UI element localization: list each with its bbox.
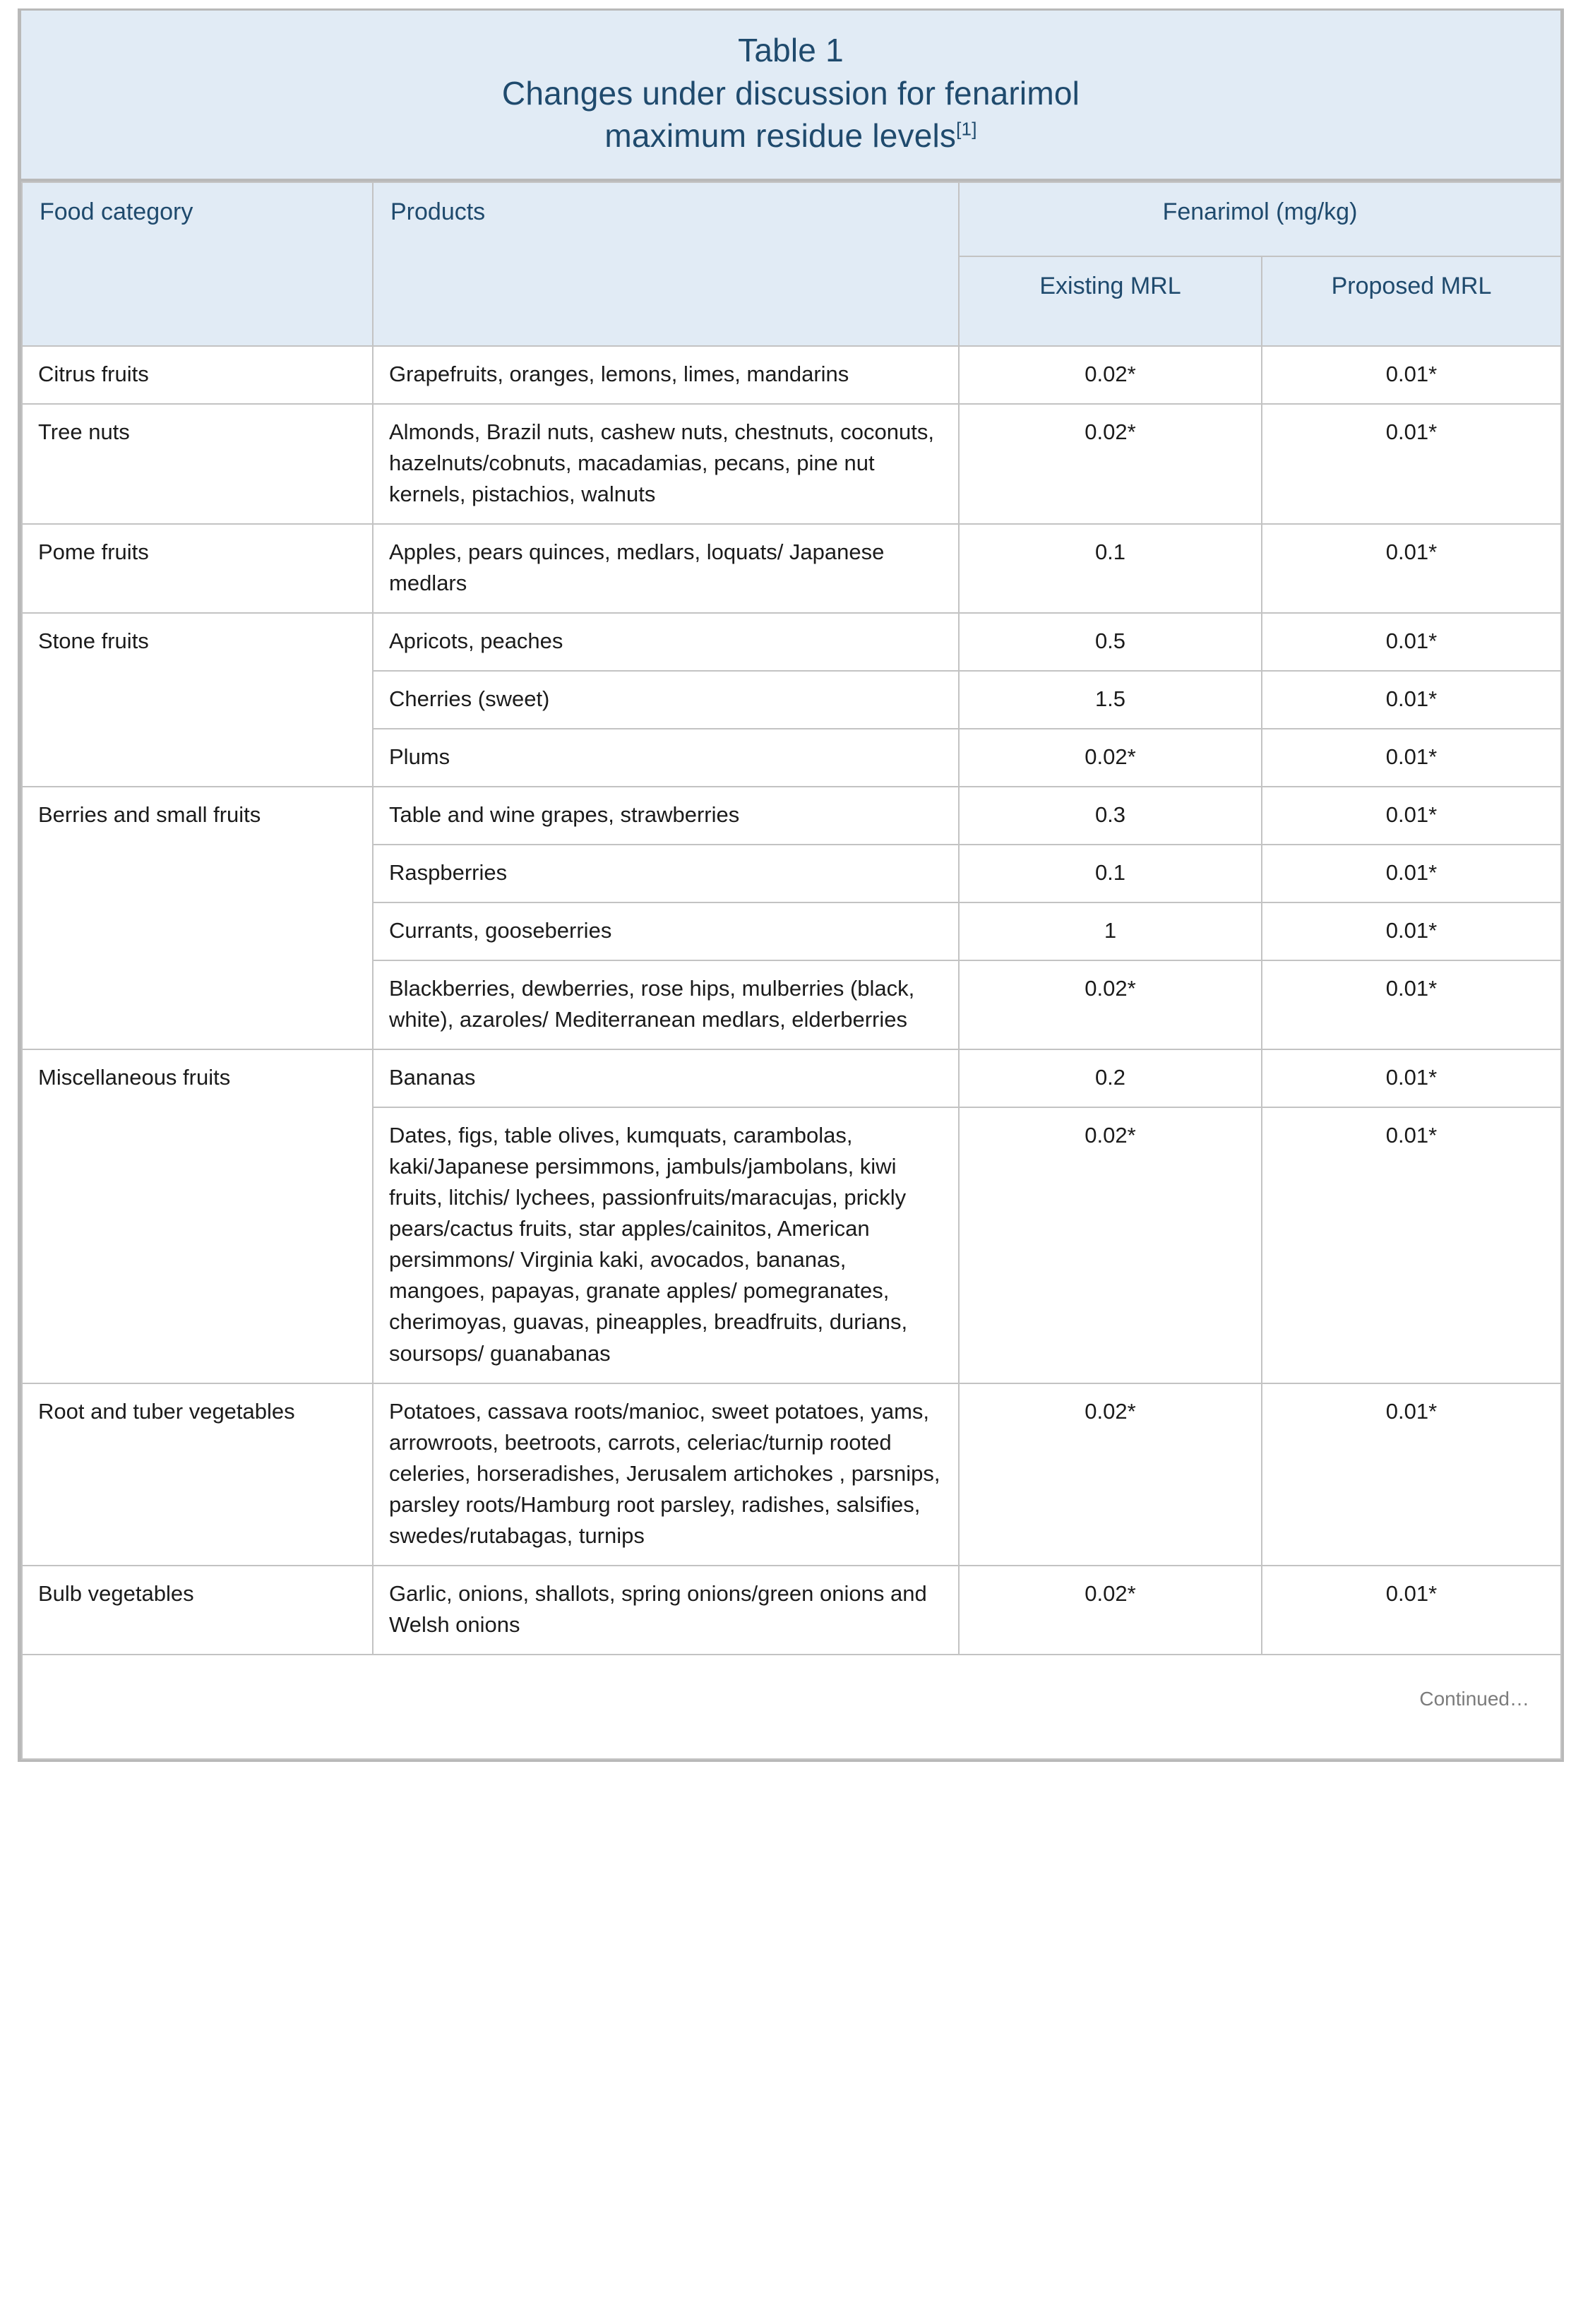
- cell-products: Bananas: [373, 1049, 959, 1107]
- table-body: [22, 346, 1561, 1654]
- table-foot: [22, 1655, 1561, 1759]
- reference-superscript: [1]: [956, 119, 977, 141]
- column-header-proposed-mrl: Proposed MRL: [1262, 256, 1561, 346]
- column-header-products: Products: [373, 182, 959, 346]
- table-row: [22, 1566, 1561, 1655]
- cell-products: Garlic, onions, shallots, spring onions/green onions and Welsh onions: [373, 1566, 959, 1655]
- cell-products: Raspberries: [373, 845, 959, 902]
- cell-products: Table and wine grapes, strawberries: [373, 787, 959, 845]
- cell-products: Grapefruits, oranges, lemons, limes, mandarins: [373, 346, 959, 404]
- column-header-food-category: Food category: [22, 182, 373, 346]
- cell-existing-mrl: 0.1: [959, 524, 1262, 613]
- cell-products: Apples, pears quinces, medlars, loquats/ Japanese medlars: [373, 524, 959, 613]
- table-row: [22, 524, 1561, 613]
- table-row: [22, 346, 1561, 404]
- cell-existing-mrl: 1: [959, 902, 1262, 960]
- cell-existing-mrl: 1.5: [959, 671, 1262, 729]
- table-caption-text: maximum residue levels: [604, 117, 957, 155]
- cell-existing-mrl: 0.02*: [959, 1107, 1262, 1383]
- cell-food-category: Tree nuts: [22, 404, 373, 524]
- continued-label: Continued…: [22, 1655, 1561, 1759]
- cell-existing-mrl: 0.2: [959, 1049, 1262, 1107]
- column-header-existing-mrl: Existing MRL: [959, 256, 1262, 346]
- table-row: [22, 404, 1561, 524]
- cell-proposed-mrl: 0.01*: [1262, 845, 1561, 902]
- cell-proposed-mrl: 0.01*: [1262, 729, 1561, 787]
- cell-proposed-mrl: 0.01*: [1262, 346, 1561, 404]
- cell-products: Currants, gooseberries: [373, 902, 959, 960]
- cell-existing-mrl: 0.02*: [959, 404, 1262, 524]
- cell-products: Cherries (sweet): [373, 671, 959, 729]
- cell-products: Plums: [373, 729, 959, 787]
- cell-food-category: Miscellaneous fruits: [22, 1049, 373, 1383]
- cell-existing-mrl: 0.02*: [959, 1383, 1262, 1566]
- cell-existing-mrl: 0.02*: [959, 1566, 1262, 1655]
- table-row: [22, 1049, 1561, 1107]
- cell-existing-mrl: 0.02*: [959, 346, 1262, 404]
- cell-food-category: Berries and small fruits: [22, 787, 373, 1049]
- cell-food-category: Pome fruits: [22, 524, 373, 613]
- table-caption-line-2: [49, 114, 1532, 157]
- cell-proposed-mrl: 0.01*: [1262, 787, 1561, 845]
- cell-food-category: Citrus fruits: [22, 346, 373, 404]
- cell-proposed-mrl: 0.01*: [1262, 524, 1561, 613]
- cell-proposed-mrl: 0.01*: [1262, 1566, 1561, 1655]
- cell-products: Apricots, peaches: [373, 613, 959, 671]
- cell-food-category: Stone fruits: [22, 613, 373, 787]
- cell-existing-mrl: 0.02*: [959, 960, 1262, 1049]
- table-title-block: [21, 11, 1560, 181]
- cell-products: Potatoes, cassava roots/manioc, sweet potatoes, yams, arrowroots, beetroots, carrots, celeriac/turnip rooted celeries, horseradishes, Jerusalem artichokes , parsnips, parsley roots/Hamburg root parsley, radishes, salsifies, swedes/rutabagas, turnips: [373, 1383, 959, 1566]
- table-number: Table 1: [738, 32, 844, 68]
- table-caption-line-1: Changes under discussion for fenarimol: [501, 74, 1080, 112]
- column-header-fenarimol-group: Fenarimol (mg/kg): [959, 182, 1561, 256]
- cell-products: Almonds, Brazil nuts, cashew nuts, chestnuts, coconuts, hazelnuts/cobnuts, macadamias, pecans, pine nut kernels, pistachios, walnuts: [373, 404, 959, 524]
- cell-food-category: Root and tuber vegetables: [22, 1383, 373, 1566]
- cell-proposed-mrl: 0.01*: [1262, 404, 1561, 524]
- cell-proposed-mrl: 0.01*: [1262, 1383, 1561, 1566]
- header-row-primary: [22, 182, 1561, 256]
- cell-food-category: Bulb vegetables: [22, 1566, 373, 1655]
- cell-proposed-mrl: 0.01*: [1262, 613, 1561, 671]
- cell-products: Blackberries, dewberries, rose hips, mulberries (black, white), azaroles/ Mediterranean medlars, elderberries: [373, 960, 959, 1049]
- cell-proposed-mrl: 0.01*: [1262, 671, 1561, 729]
- cell-existing-mrl: 0.5: [959, 613, 1262, 671]
- footer-row: [22, 1655, 1561, 1759]
- cell-products: Dates, figs, table olives, kumquats, carambolas, kaki/Japanese persimmons, jambuls/jambolans, kiwi fruits, litchis/ lychees, passionfruits/maracujas, prickly pears/cactus fruits, star apples/cainitos, American persimmons/ Virginia kaki, avocados, bananas, mangoes, papayas, granate apples/ pomegranates, cherimoyas, guavas, pineapples, breadfruits, durians, soursops/ guanabanas: [373, 1107, 959, 1383]
- cell-existing-mrl: 0.3: [959, 787, 1262, 845]
- table-row: [22, 1383, 1561, 1566]
- cell-proposed-mrl: 0.01*: [1262, 902, 1561, 960]
- cell-proposed-mrl: 0.01*: [1262, 960, 1561, 1049]
- table-row: [22, 787, 1561, 845]
- cell-existing-mrl: 0.02*: [959, 729, 1262, 787]
- cell-existing-mrl: 0.1: [959, 845, 1262, 902]
- cell-proposed-mrl: 0.01*: [1262, 1049, 1561, 1107]
- mrl-table: [21, 181, 1562, 1759]
- table-frame: [18, 8, 1564, 1762]
- cell-proposed-mrl: 0.01*: [1262, 1107, 1561, 1383]
- table-head: [22, 182, 1561, 346]
- table-row: [22, 613, 1561, 671]
